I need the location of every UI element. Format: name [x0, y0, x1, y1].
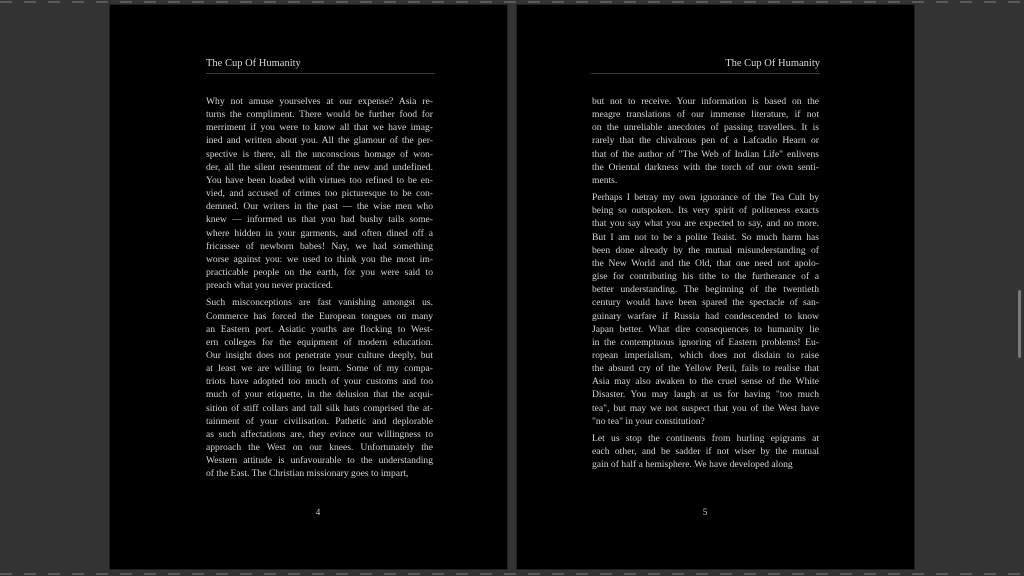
paragraph [592, 95, 819, 187]
text-line: tainment of your civilisation. Pathetic and deplorable [206, 415, 433, 427]
text-line: an Eastern port. Asiatic youths are flocking to West- [206, 323, 433, 335]
text-line: the New World and the Old, that one need not apolo- [592, 257, 819, 269]
text-line: sition of stiff collars and tall silk hats comprised the at- [206, 402, 433, 414]
text-line: at least we are willing to learn. Some of my compa- [206, 363, 433, 375]
page-left [110, 5, 507, 569]
text-line: fricassee of newborn babes! Nay, we had something [206, 240, 433, 252]
top-border-dashes [0, 1, 1024, 3]
text-line: much of your etiquette, in the delusion that the acqui- [206, 389, 433, 401]
text-line: ropean imperialism, which does not disdain to raise [592, 349, 819, 361]
page-body [592, 95, 819, 475]
text-line: Asia may also awaken to the cruel sense of the White [592, 376, 819, 388]
text-line: of the East. The Christian missionary goes to impart, [206, 468, 409, 480]
text-line: knew — informed us that you had bushy tails some- [206, 214, 433, 226]
text-line: Disaster. You may laugh at us for having "too much [592, 389, 819, 401]
text-line: the absurd cry of the Yellow Peril, fails to realise that [592, 363, 819, 375]
text-line: Japan better. What dire consequences to humanity lie [592, 323, 819, 335]
text-line: vied, and accused of crimes too picturesque to be con- [206, 188, 433, 200]
text-line: on the unreliable anecdotes of passing travellers. It is [592, 122, 819, 134]
text-line: guinary warfare if Russia had condescended to know [592, 310, 819, 322]
text-line: der, all the silent resentment of the new and undefined. [206, 161, 433, 173]
text-line: as such affectations are, they evince our willingness to [206, 428, 433, 440]
text-line: You have been loaded with virtues too refined to be en- [206, 174, 433, 186]
vertical-scrollbar-thumb[interactable] [1018, 290, 1021, 358]
text-line: Our insight does not penetrate your culture deeply, but [206, 349, 433, 361]
text-line: approach the West on our knees. Unfortunately the [206, 442, 433, 454]
text-line: century would have been spared the spectacle of san- [592, 297, 819, 309]
text-line: ments. [592, 174, 618, 186]
text-line: Let us stop the continents from hurling epigrams at [592, 432, 819, 444]
text-line: each other, and be sadder if not wiser by the mutual [592, 446, 819, 458]
text-line: tea", but may we not suspect that you of the West have [592, 402, 819, 414]
text-line: ined and written about you. All the glamour of the per- [206, 135, 433, 147]
text-line: practicable people on the earth, for you were said to [206, 267, 433, 279]
text-line: Western attitude is unfavourable to the understanding [206, 455, 433, 467]
text-line: worse against you: we used to think you the most im- [206, 253, 433, 265]
text-line: But I am not to be a polite Teaist. So much harm has [592, 231, 819, 243]
page-right [517, 5, 914, 569]
page-body [206, 95, 433, 485]
bottom-border-dashes [0, 573, 1024, 575]
text-line: spective is there, all the unconscious homage of won- [206, 148, 433, 160]
text-line: turns the compliment. There would be further food for [206, 109, 433, 121]
text-line: preach what you never practiced. [206, 280, 334, 292]
text-line: that of the author of "The Web of Indian Life" enlivens [592, 148, 819, 160]
paragraph [206, 95, 433, 292]
text-line: in the contemptuous ignoring of Eastern problems! Eu- [592, 336, 819, 348]
text-line: being so outspoken. Its very spirit of politeness exacts [592, 205, 819, 217]
text-line: that you say what you are expected to say, and no more. [592, 218, 819, 230]
text-line: gise for contributing his tithe to the furtherance of a [592, 271, 819, 283]
text-line: merriment if you were to know all that we have imag- [206, 122, 433, 134]
text-line: been done already by the mutual misunderstanding of [592, 244, 819, 256]
text-line: demned. Our writers in the past — the wise men who [206, 201, 433, 213]
text-line: triots have adopted too much of your customs and too [206, 376, 433, 388]
text-line: Why not amuse yourselves at our expense? Asia re- [206, 96, 433, 107]
text-line: Such misconceptions are fast vanishing amongst us. [206, 297, 433, 309]
text-line: the Oriental darkness with the torch of our own senti- [592, 161, 819, 173]
text-line: rarely that the chivalrous pen of a Lafcadio Hearn or [592, 135, 819, 147]
text-line: where hidden in your garments, and often dined off a [206, 227, 433, 239]
paragraph [592, 191, 819, 428]
page-number: 5 [702, 507, 708, 517]
text-line: ern colleges for the equipment of modern education. [206, 336, 433, 348]
text-line: "no tea" in your constitution? [592, 415, 705, 427]
page-number: 4 [315, 507, 321, 517]
running-head: The Cup Of Humanity [206, 57, 435, 74]
text-line: Commerce has forced the European tongues on many [206, 310, 433, 322]
text-line: meagre translations of our immense literature, if not [592, 109, 819, 121]
text-line: but not to receive. Your information is based on the [592, 96, 819, 107]
text-line: gain of half a hemisphere. We have developed along [592, 459, 793, 471]
text-line: Perhaps I betray my own ignorance of the Tea Cult by [592, 192, 819, 204]
paragraph [592, 432, 819, 471]
paragraph [206, 296, 433, 480]
text-line: better understanding. The beginning of the twentieth [592, 284, 819, 296]
running-head: The Cup Of Humanity [591, 57, 820, 74]
